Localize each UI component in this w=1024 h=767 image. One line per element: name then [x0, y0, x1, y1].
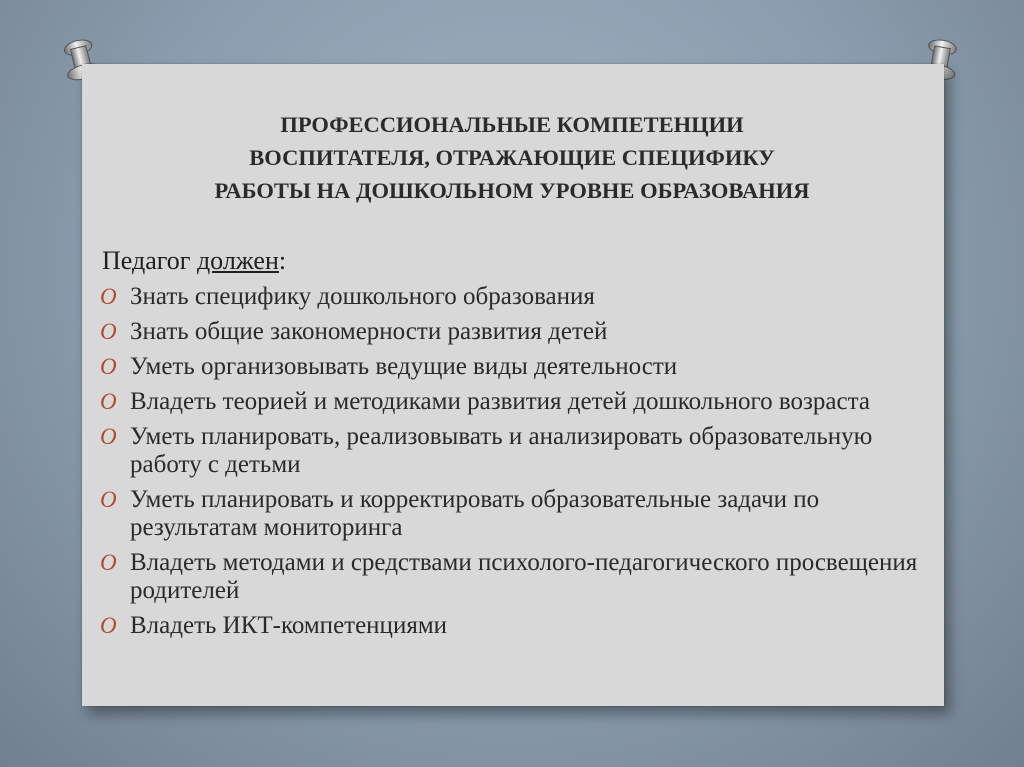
bullet-icon: O: [100, 613, 117, 638]
bullet-icon: O: [100, 487, 117, 512]
bullet-icon: O: [100, 389, 117, 414]
list-item: [100, 388, 920, 416]
list-item: [100, 318, 920, 346]
list-item: [100, 612, 920, 640]
bullet-icon: O: [100, 354, 117, 379]
list-item: [100, 353, 920, 381]
list-item-text: Уметь организовывать ведущие виды деятельности: [130, 353, 678, 380]
list-item: [100, 549, 920, 605]
list-item-text: Владеть ИКТ-компетенциями: [130, 612, 448, 639]
lead-underlined: должен: [196, 246, 279, 275]
list-item-text: Уметь планировать, реализовывать и анализировать образовательную работу с детьми: [130, 423, 873, 478]
list-item: [100, 486, 920, 542]
lead-prefix: Педагог: [102, 246, 197, 275]
list-item-text: Уметь планировать и корректировать образовательные задачи по результатам мониторинга: [130, 486, 820, 541]
list-item-text: Владеть методами и средствами психолого-педагогического просвещения родителей: [130, 549, 918, 604]
bullet-icon: O: [100, 284, 117, 309]
competency-list: [100, 283, 920, 647]
list-item-text: Знать общие закономерности развития детей: [130, 318, 608, 345]
bullet-icon: O: [100, 319, 117, 344]
list-item: [100, 283, 920, 311]
title-line: ПРОФЕССИОНАЛЬНЫЕ КОМПЕТЕНЦИИ: [280, 112, 744, 137]
bullet-icon: O: [100, 550, 117, 575]
slide-title: [112, 108, 912, 207]
lead-text: [102, 246, 286, 276]
lead-suffix: :: [278, 246, 287, 275]
bullet-icon: O: [100, 424, 117, 449]
list-item-text: Владеть теорией и методиками развития детей дошкольного возраста: [130, 388, 870, 415]
list-item: [100, 423, 920, 479]
title-line: ВОСПИТАТЕЛЯ, ОТРАЖАЮЩИЕ СПЕЦИФИКУ: [249, 145, 775, 170]
slide-card: [82, 64, 944, 706]
title-line: РАБОТЫ НА ДОШКОЛЬНОМ УРОВНЕ ОБРАЗОВАНИЯ: [214, 178, 810, 203]
list-item-text: Знать специфику дошкольного образования: [130, 283, 595, 310]
